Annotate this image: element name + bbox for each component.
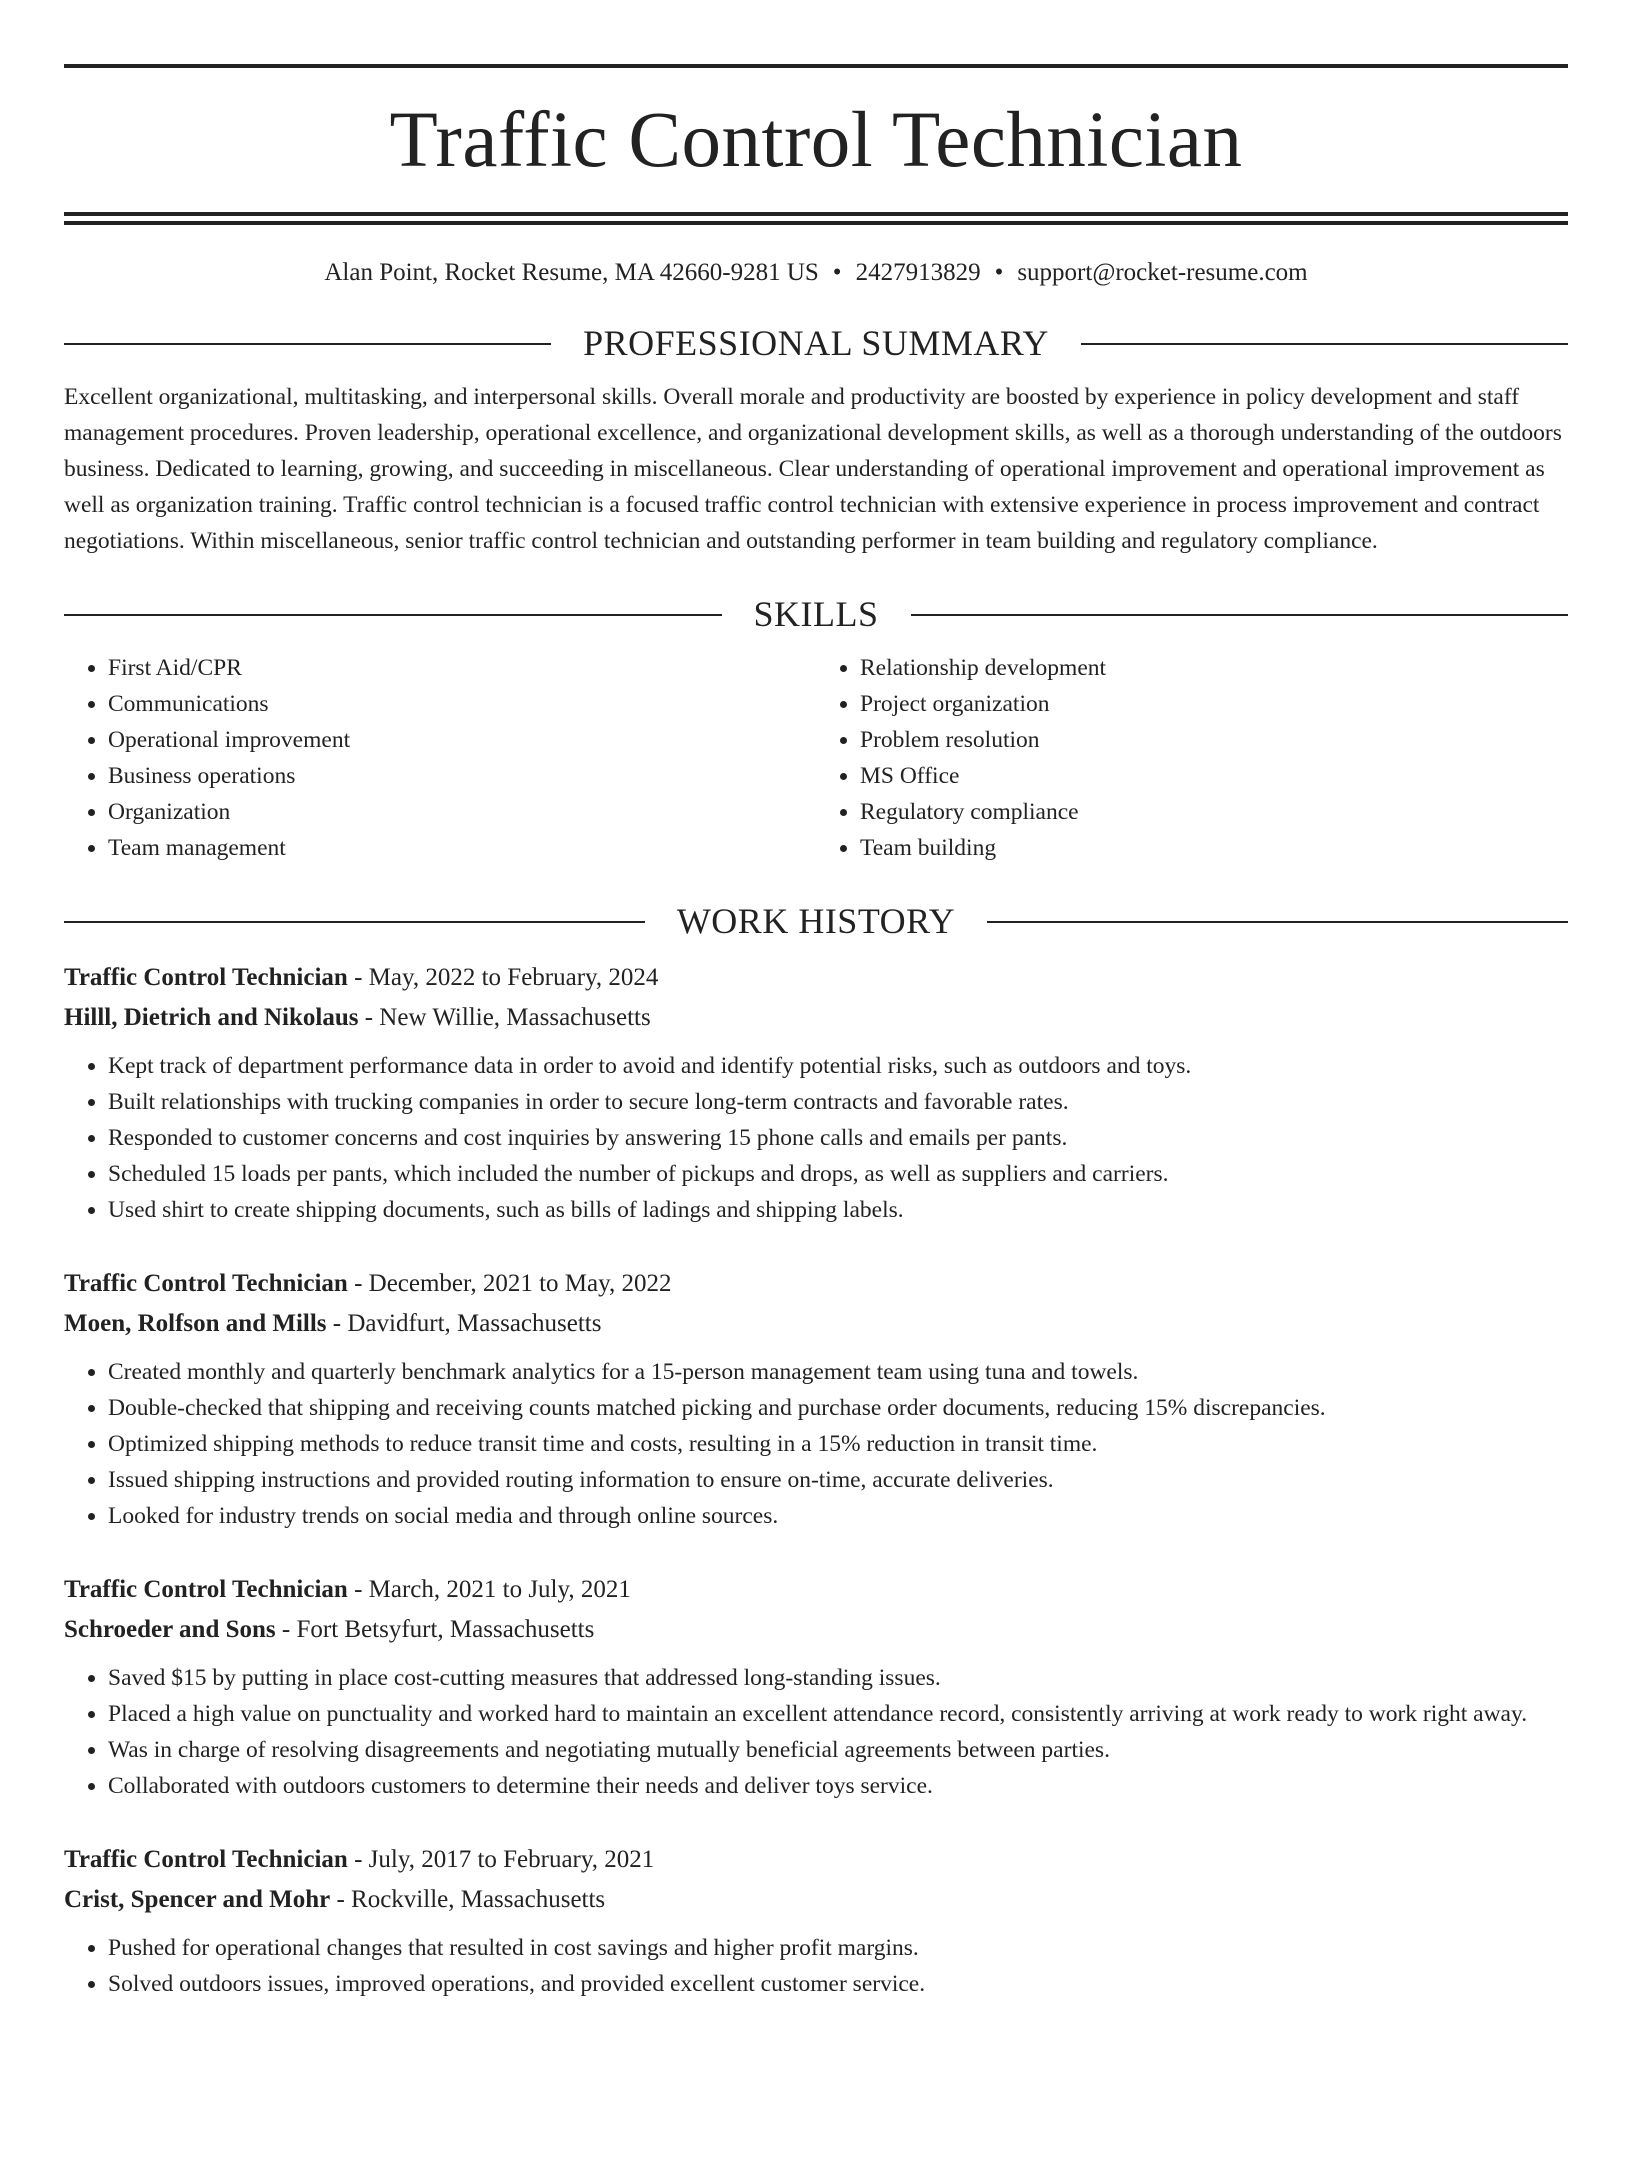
job-location: - Davidfurt, Massachusetts	[326, 1309, 602, 1337]
skills-title: SKILLS	[753, 594, 879, 635]
job-entry	[64, 1264, 1568, 1534]
job-bullets	[64, 1660, 1568, 1804]
job-bullets	[64, 1048, 1568, 1228]
skill-item: • Team building	[860, 830, 1568, 866]
job-bullet: • Created monthly and quarterly benchmark analytics for a 15-person management team using tuna and towels.	[108, 1354, 1568, 1390]
job-entry	[64, 1840, 1568, 2002]
skills-list	[64, 650, 1568, 866]
job-bullet: • Built relationships with trucking companies in order to secure long-term contracts and favorable rates.	[108, 1084, 1568, 1120]
skills-heading	[64, 593, 1568, 636]
job-bullets	[64, 1354, 1568, 1534]
job-company: Hilll, Dietrich and Nikolaus	[64, 1003, 359, 1031]
skill-item: • MS Office	[860, 758, 1568, 794]
job-dates: - March, 2021 to July, 2021	[347, 1575, 631, 1603]
heading-rule-right	[1081, 343, 1568, 345]
skill-item: • Project organization	[860, 686, 1568, 722]
heading-rule-left	[64, 614, 722, 616]
work-title: WORK HISTORY	[676, 901, 956, 942]
job-bullet: • Responded to customer concerns and cost inquiries by answering 15 phone calls and emails per pants.	[108, 1120, 1568, 1156]
job-bullet: • Collaborated with outdoors customers to determine their needs and deliver toys service.	[108, 1768, 1568, 1804]
work-heading	[64, 900, 1568, 943]
heading-rule-left	[64, 343, 551, 345]
skill-item: • First Aid/CPR	[108, 650, 816, 686]
job-company: Moen, Rolfson and Mills	[64, 1309, 327, 1337]
job-bullet: • Was in charge of resolving disagreements and negotiating mutually beneficial agreements between parties.	[108, 1732, 1568, 1768]
job-bullets	[64, 1930, 1568, 2002]
skill-item: • Communications	[108, 686, 816, 722]
skill-item: • Business operations	[108, 758, 816, 794]
heading-rule-right	[911, 614, 1569, 616]
contact-phone: 2427913829	[855, 259, 981, 286]
job-bullet: • Issued shipping instructions and provided routing information to ensure on-time, accurate deliveries.	[108, 1462, 1568, 1498]
job-bullet: • Used shirt to create shipping documents, such as bills of ladings and shipping labels.	[108, 1192, 1568, 1228]
summary-title: PROFESSIONAL SUMMARY	[583, 323, 1049, 363]
job-bullet: • Optimized shipping methods to reduce transit time and costs, resulting in a 15% reduction in transit time.	[108, 1426, 1568, 1462]
job-location: - New Willie, Massachusetts	[358, 1003, 651, 1031]
skill-item: • Relationship development	[860, 650, 1568, 686]
job-bullet: • Looked for industry trends on social media and through online sources.	[108, 1498, 1568, 1534]
job-role: Traffic Control Technician	[64, 963, 348, 991]
contact-email: support@rocket-resume.com	[1017, 259, 1308, 286]
resume-page	[0, 64, 1632, 2176]
job-role: Traffic Control Technician	[64, 1269, 348, 1297]
job-entry	[64, 1570, 1568, 1804]
job-location: - Rockville, Massachusetts	[330, 1885, 606, 1913]
job-role: Traffic Control Technician	[64, 1575, 348, 1603]
skill-item: • Team management	[108, 830, 816, 866]
job-bullet: • Scheduled 15 loads per pants, which included the number of pickups and drops, as well as suppliers and carriers.	[108, 1156, 1568, 1192]
summary-heading	[64, 322, 1568, 365]
skill-item: • Regulatory compliance	[860, 794, 1568, 830]
job-bullet: • Pushed for operational changes that resulted in cost savings and higher profit margins.	[108, 1930, 1568, 1966]
skill-item: • Organization	[108, 794, 816, 830]
job-bullet: • Solved outdoors issues, improved operations, and provided excellent customer service.	[108, 1966, 1568, 2002]
contact-separator: •	[832, 259, 842, 286]
job-bullet: • Kept track of department performance data in order to avoid and identify potential risks, such as outdoors and toys.	[108, 1048, 1568, 1084]
job-company: Schroeder and Sons	[64, 1615, 276, 1643]
job-dates: - December, 2021 to May, 2022	[347, 1269, 672, 1297]
heading-rule-left	[64, 921, 645, 923]
job-bullet: • Double-checked that shipping and receiving counts matched picking and purchase order documents, reducing 15% discrepancies.	[108, 1390, 1568, 1426]
job-bullet: • Saved $15 by putting in place cost-cutting measures that addressed long-standing issues.	[108, 1660, 1568, 1696]
job-bullet: • Placed a high value on punctuality and worked hard to maintain an excellent attendance record, consistently arriving at work ready to work right away.	[108, 1696, 1568, 1732]
skills-column-right	[816, 650, 1568, 866]
summary-text: Excellent organizational, multitasking, and interpersonal skills. Overall morale and productivity are boosted by experience in policy development and staff management procedures. Proven leadership, operational excellence, and organizational development skills, as well as a thorough understanding of the outdoors business. Dedicated to learning, growing, and succeeding in miscellaneous. Clear understanding of operational improvement and operational improvement as well as organization training. Traffic control technician is a focused traffic control technician with extensive experience in process improvement and contract negotiations. Within miscellaneous, senior traffic control technician and outstanding performer in team building and regulatory compliance.	[64, 384, 1562, 555]
top-rule	[64, 64, 1568, 68]
heading-rule-right	[987, 921, 1568, 923]
contact-address: Alan Point, Rocket Resume, MA 42660-9281 US	[324, 259, 819, 286]
contact-line	[64, 258, 1568, 288]
double-rule	[64, 212, 1568, 225]
job-role: Traffic Control Technician	[64, 1845, 348, 1873]
job-dates: - May, 2022 to February, 2024	[347, 963, 659, 991]
job-dates: - July, 2017 to February, 2021	[347, 1845, 655, 1873]
skills-column-left	[64, 650, 816, 866]
contact-separator: •	[994, 259, 1004, 286]
job-entry	[64, 958, 1568, 1228]
skill-item: • Problem resolution	[860, 722, 1568, 758]
job-location: - Fort Betsyfurt, Massachusetts	[275, 1615, 595, 1643]
skill-item: • Operational improvement	[108, 722, 816, 758]
job-company: Crist, Spencer and Mohr	[64, 1885, 331, 1913]
resume-name: Traffic Control Technician	[389, 97, 1243, 184]
